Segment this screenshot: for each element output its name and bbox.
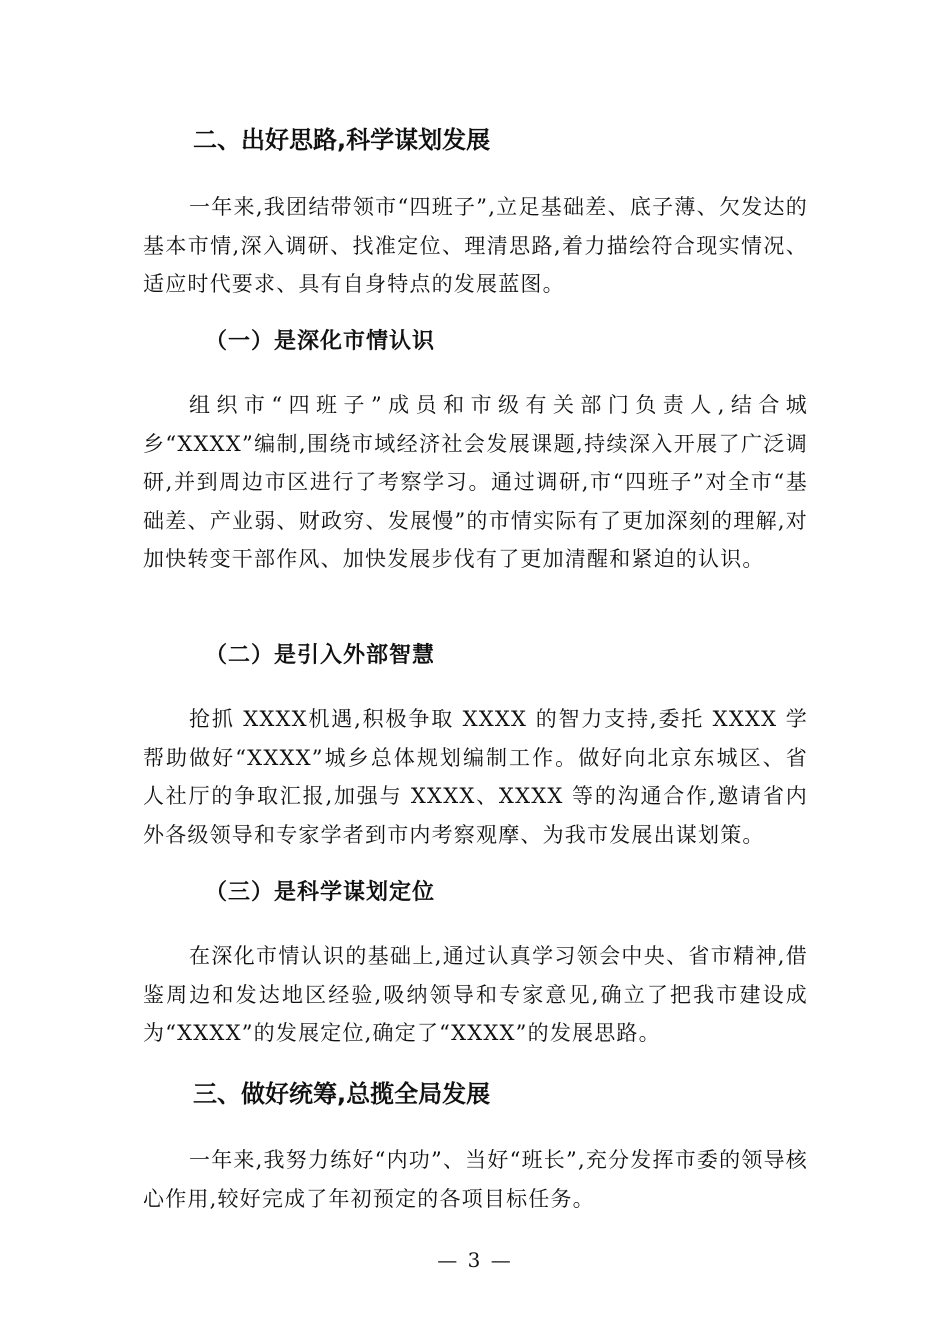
section-2-intro-paragraph: 一年来,我团结带领市“四班子”,立足基础差、底子薄、欠发达的基本市情,深入调研、找准定位、理清思路,着力描绘符合现实情况、适应时代要求、具有自身特点的发展蓝图。 xyxy=(143,195,808,296)
section-heading-3: 三、做好统筹,总揽全局发展 xyxy=(193,1080,491,1108)
subsection-2-1-paragraph: 组织市“四班子”成员和市级有关部门负责人,结合城乡“XXXX”编制,围绕市域经济社会发展课题,持续深入开展了广泛调研,并到周边市区进行了考察学习。通过调研,市“四班子”对全市“基础差、产业弱、财政穷、发展慢”的市情实际有了更加深刻的理解,对加快转变干部作风、加快发展步伐有了更加清醒和紧迫的认识。 xyxy=(143,393,808,571)
section-3-intro-paragraph: 一年来,我努力练好“内功”、当好“班长”,充分发挥市委的领导核心作用,较好完成了年初预定的各项目标任务。 xyxy=(143,1148,808,1211)
subsection-2-3-paragraph: 在深化市情认识的基础上,通过认真学习领会中央、省市精神,借鉴周边和发达地区经验,吸纳领导和专家意见,确立了把我市建设成为“XXXX”的发展定位,确定了“XXXX”的发展思路。 xyxy=(143,944,808,1045)
page-number: — 3 — xyxy=(437,1248,513,1272)
section-heading-2: 二、出好思路,科学谋划发展 xyxy=(193,126,491,154)
subsection-2-2-paragraph: 抢抓 XXXX机遇,积极争取 XXXX 的智力支持,委托 XXXX 学帮助做好“XXXX”城乡总体规划编制工作。做好向北京东城区、省人社厅的争取汇报,加强与 XXXX、XXXX 等的沟通合作,邀请省内外各级领导和专家学者到市内考察观摩、为我市发展出谋划策。 xyxy=(143,707,808,847)
subsection-heading-2-1: （一）是深化市情认识 xyxy=(205,329,436,354)
subsection-heading-2-2: （二）是引入外部智慧 xyxy=(205,643,436,668)
subsection-heading-2-3: （三）是科学谋划定位 xyxy=(205,880,436,905)
